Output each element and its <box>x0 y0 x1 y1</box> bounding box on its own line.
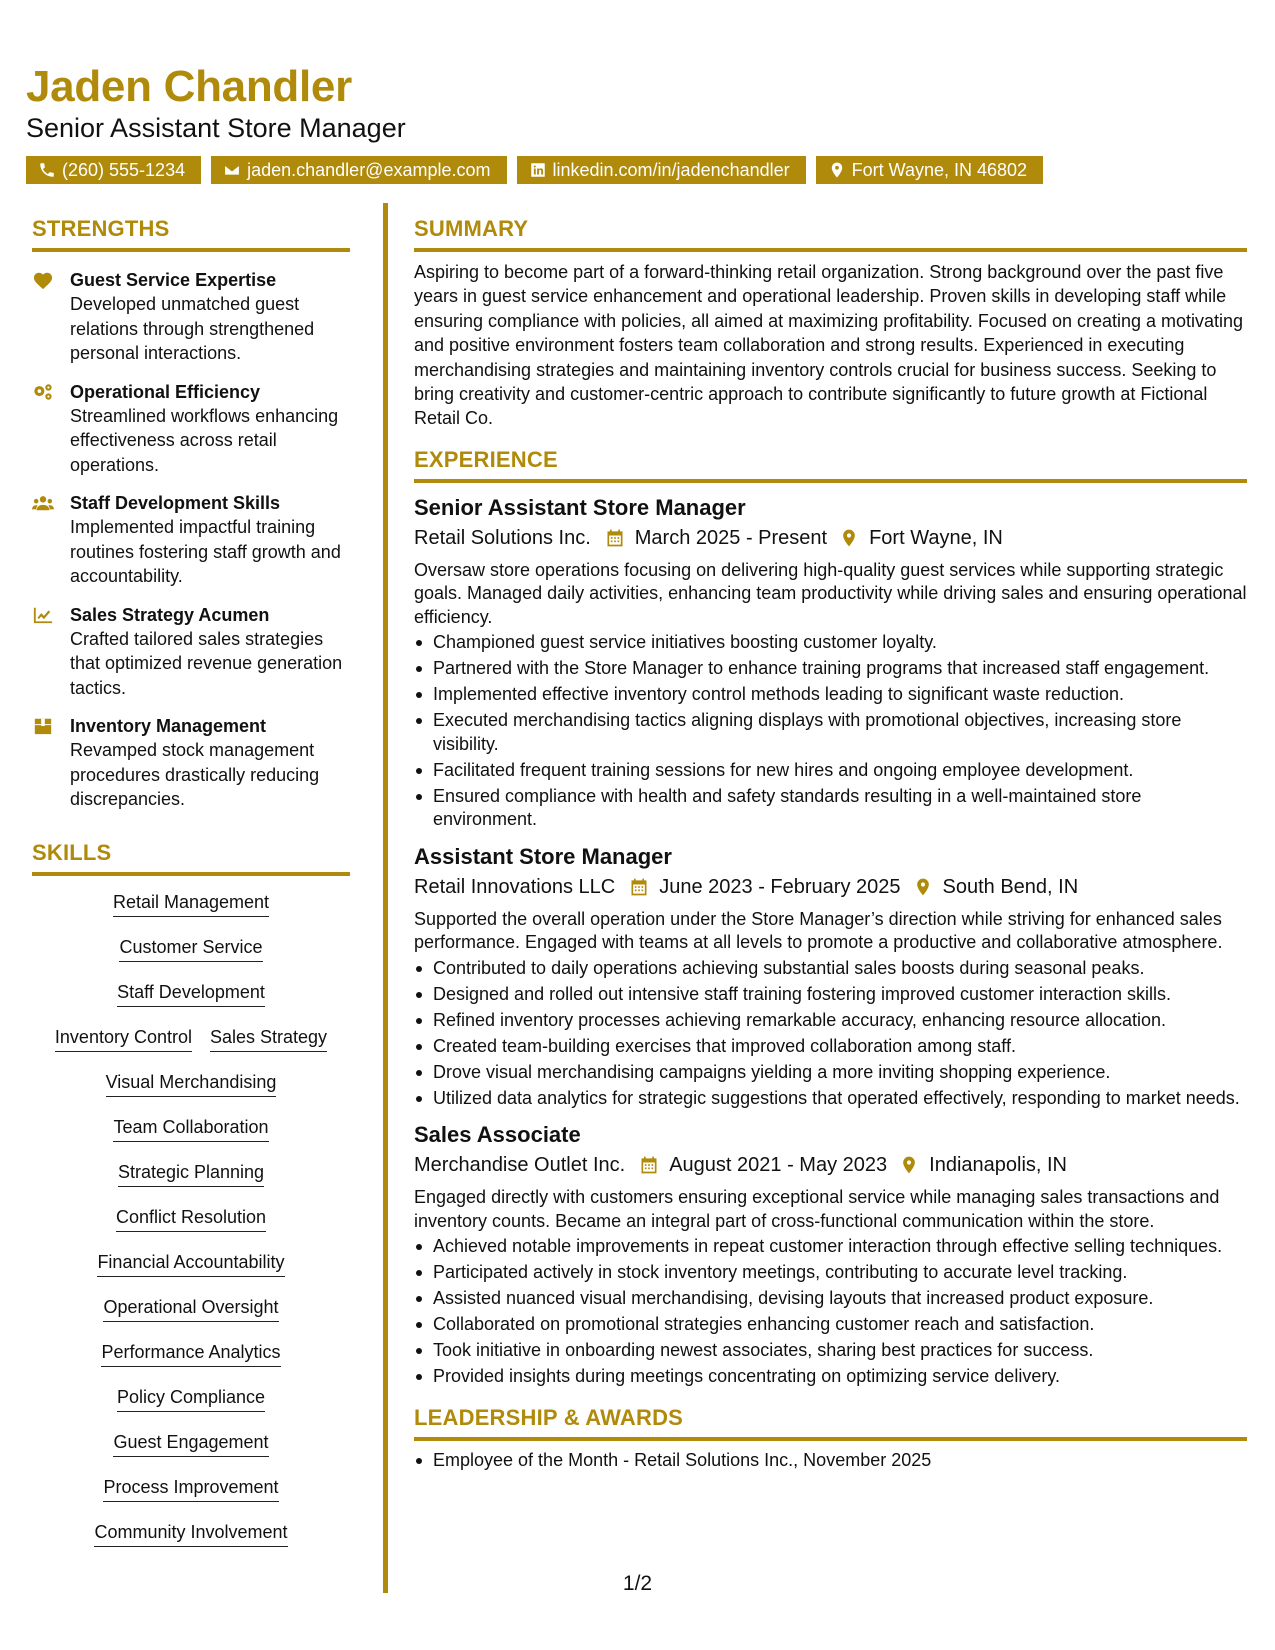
list-item: Facilitated frequent training sessions for new hires and ongoing employee development. <box>414 759 1247 783</box>
map-pin-icon <box>899 1155 919 1175</box>
users-icon <box>32 493 54 513</box>
job-description: Supported the overall operation under the Store Manager’s direction while striving for enhanced sales performance. Engaged with teams at all levels to promote a productive and collaborative atmosphere. <box>414 908 1223 953</box>
contact-linkedin-text: linkedin.com/in/jadenchandler <box>552 160 790 180</box>
list-item: Partnered with the Store Manager to enhance training programs that increased staff engagement. <box>414 657 1247 681</box>
right-column <box>414 214 1247 1475</box>
skill-tag: Visual Merchandising <box>106 1070 277 1097</box>
skill-tag: Community Involvement <box>94 1520 287 1547</box>
page-number: 1/2 <box>622 1572 653 1595</box>
job-location: Indianapolis, IN <box>929 1154 1068 1177</box>
job-title: Sales Associate <box>414 1122 581 1148</box>
calendar-icon <box>605 528 625 548</box>
strength-title: Staff Development Skills <box>70 493 281 513</box>
leadership-heading: LEADERSHIP & AWARDS <box>414 1403 1247 1441</box>
map-pin-icon <box>828 161 846 179</box>
strength-desc: Developed unmatched guest relations through strengthened personal interactions. <box>70 294 315 363</box>
skill-tag: Strategic Planning <box>118 1160 264 1187</box>
phone-icon <box>38 161 56 179</box>
gears-icon <box>32 382 54 402</box>
left-column <box>32 214 350 1565</box>
job-meta <box>414 1150 1247 1180</box>
list-item: Contributed to daily operations achieving substantial sales boosts during seasonal peaks. <box>414 957 1247 981</box>
list-item: Championed guest service initiatives boosting customer loyalty. <box>414 631 1247 655</box>
list-item: Drove visual merchandising campaigns yielding a more inviting shopping experience. <box>414 1061 1247 1085</box>
list-item: Participated actively in stock inventory meetings, contributing to accurate level tracking. <box>414 1261 1247 1285</box>
skill-tag: Retail Management <box>113 890 269 917</box>
list-item: Achieved notable improvements in repeat customer interaction through effective selling techniques. <box>414 1235 1247 1259</box>
strength-title: Guest Service Expertise <box>70 270 277 290</box>
job-description: Oversaw store operations focusing on delivering high-quality guest services while supporting strategic goals. Managed daily activities, enhancing team productivity while driving sales and ensuring operational efficiency. <box>414 559 1247 627</box>
job-company: Retail Solutions Inc. <box>414 526 591 549</box>
strength-desc: Implemented impactful training routines fostering staff growth and accountability. <box>70 517 341 586</box>
strength-desc: Revamped stock management procedures drastically reducing discrepancies. <box>70 740 320 809</box>
contact-phone[interactable] <box>26 156 201 184</box>
strengths-heading: STRENGTHS <box>32 214 350 252</box>
list-item: Ensured compliance with health and safety standards resulting in a well-maintained store environment. <box>414 785 1247 832</box>
job-description: Engaged directly with customers ensuring exceptional service while managing sales transactions and inventory counts. Became an integral part of cross-functional communication within the store. <box>414 1187 1220 1231</box>
list-item: Provided insights during meetings concentrating on optimizing service delivery. <box>414 1365 1247 1389</box>
skills-heading: SKILLS <box>32 838 350 876</box>
job-dates: June 2023 - February 2025 <box>659 875 901 898</box>
job-meta <box>414 872 1247 902</box>
strength-title: Inventory Management <box>70 716 267 736</box>
list-item: Utilized data analytics for strategic suggestions that operated effectively, responding to market needs. <box>414 1087 1247 1111</box>
contact-linkedin[interactable] <box>517 156 806 184</box>
job-dates: August 2021 - May 2023 <box>669 1154 888 1177</box>
strength-item <box>32 380 350 478</box>
strength-item <box>32 491 350 589</box>
skill-tag: Staff Development <box>117 980 265 1007</box>
candidate-name: Jaden Chandler <box>26 62 352 111</box>
strengths-list <box>32 268 350 812</box>
calendar-icon <box>629 877 649 897</box>
job-dates: March 2025 - Present <box>634 526 828 549</box>
job-entry <box>414 842 1247 1111</box>
map-pin-icon <box>913 877 933 897</box>
map-pin-icon <box>839 528 859 548</box>
skill-tag: Sales Strategy <box>210 1025 327 1052</box>
contact-location <box>816 156 1043 184</box>
heart-icon <box>32 270 54 290</box>
strength-item <box>32 714 350 812</box>
strength-item <box>32 603 350 701</box>
skill-tag: Performance Analytics <box>101 1340 280 1367</box>
column-divider <box>383 203 388 1593</box>
job-entry <box>414 493 1247 832</box>
skill-tag: Team Collaboration <box>113 1115 268 1142</box>
contact-location-text: Fort Wayne, IN 46802 <box>851 160 1028 180</box>
job-meta <box>414 523 1247 553</box>
job-company: Retail Innovations LLC <box>414 875 616 898</box>
list-item: Employee of the Month - Retail Solutions Inc., November 2025 <box>414 1449 1247 1473</box>
skill-tag: Process Improvement <box>103 1475 278 1502</box>
skill-tag: Operational Oversight <box>103 1295 278 1322</box>
summary-heading: SUMMARY <box>414 214 1247 252</box>
contact-bar <box>26 156 1256 184</box>
skill-tag: Conflict Resolution <box>116 1205 266 1232</box>
job-bullets <box>414 957 1247 1111</box>
contact-email[interactable] <box>211 156 506 184</box>
skills-list <box>32 890 350 1565</box>
list-item: Designed and rolled out intensive staff training fostering improved customer interaction skills. <box>414 983 1247 1007</box>
chart-line-icon <box>32 605 54 625</box>
job-title: Assistant Store Manager <box>414 843 672 869</box>
resume-header <box>26 62 1256 184</box>
job-entry <box>414 1120 1247 1389</box>
contact-email-text: jaden.chandler@example.com <box>247 160 491 180</box>
list-item: Executed merchandising tactics aligning displays with promotional objectives, increasing store visibility. <box>414 709 1247 756</box>
list-item: Implemented effective inventory control methods leading to significant waste reduction. <box>414 683 1247 707</box>
list-item: Assisted nuanced visual merchandising, devising layouts that increased product exposure. <box>414 1287 1247 1311</box>
job-location: South Bend, IN <box>942 875 1079 898</box>
job-company: Merchandise Outlet Inc. <box>414 1154 626 1177</box>
strength-desc: Streamlined workflows enhancing effectiveness across retail operations. <box>70 405 339 475</box>
job-bullets <box>414 631 1247 832</box>
list-item: Created team-building exercises that improved collaboration among staff. <box>414 1035 1247 1059</box>
contact-phone-text: (260) 555-1234 <box>62 160 186 180</box>
job-title: Senior Assistant Store Manager <box>414 494 746 520</box>
leadership-list <box>414 1449 1247 1473</box>
strength-title: Sales Strategy Acumen <box>70 604 270 625</box>
skill-tag: Customer Service <box>119 935 262 962</box>
linkedin-icon <box>529 161 547 179</box>
list-item: Collaborated on promotional strategies enhancing customer reach and satisfaction. <box>414 1313 1247 1337</box>
job-bullets <box>414 1235 1247 1389</box>
strength-item <box>32 268 350 366</box>
list-item: Refined inventory processes achieving remarkable accuracy, enhancing resource allocation. <box>414 1009 1247 1033</box>
strength-desc: Crafted tailored sales strategies that optimized revenue generation tactics. <box>70 628 343 698</box>
envelope-icon <box>223 161 241 179</box>
candidate-title: Senior Assistant Store Manager <box>26 113 406 143</box>
box-icon <box>32 716 54 736</box>
list-item: Took initiative in onboarding newest associates, sharing best practices for success. <box>414 1339 1247 1363</box>
skill-tag: Financial Accountability <box>97 1250 284 1277</box>
summary-text: Aspiring to become part of a forward-thinking retail organization. Strong background over the past five years in guest service enhancement and operational leadership. Proven skills in developing staff while ensuring compliance with policies, all aimed at maximizing profitability. Focused on creating a motivating and positive environment fosters team collaboration and strong results. Experienced in executing merchandising strategies and maintaining inventory controls crucial for business success. Seeking to bring creativity and customer-centric approach to contribute significantly to future growth at Fictional Retail Co. <box>414 262 1244 429</box>
job-location: Fort Wayne, IN <box>869 526 1003 549</box>
experience-heading: EXPERIENCE <box>414 445 1247 483</box>
calendar-icon <box>639 1155 659 1175</box>
skill-tag: Policy Compliance <box>117 1385 265 1412</box>
strength-title: Operational Efficiency <box>70 381 261 402</box>
skill-tag: Inventory Control <box>55 1025 192 1052</box>
skill-tag: Guest Engagement <box>113 1430 268 1457</box>
